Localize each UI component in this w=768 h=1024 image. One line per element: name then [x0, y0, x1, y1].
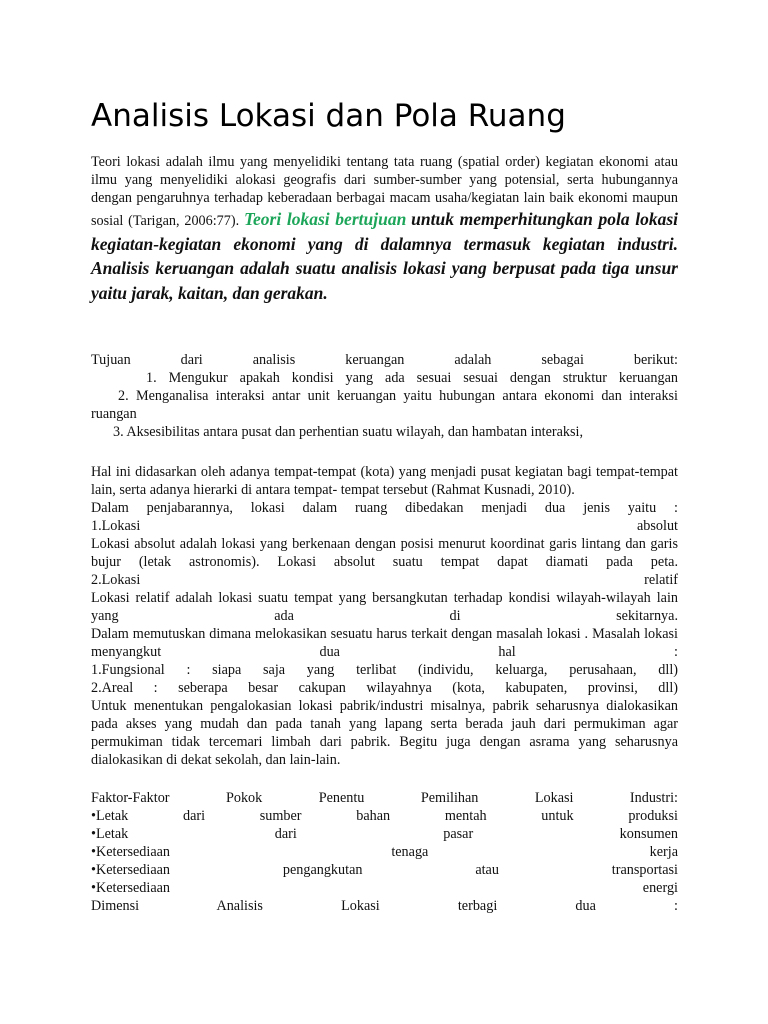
faktor-item: •Ketersediaan pengangkutan atau transportasi [91, 862, 678, 878]
intro-text: Teori lokasi adalah ilmu yang menyelidiki tentang tata ruang (spatial order) kegiatan ekonomi atau ilmu yang menyelidiki alokasi geografis dari sumber-sumber yang potensial, serta hubungannya dengan pengaruhnya terhadap keberadaan berbagai macam usaha/kegiatan lain baik ekonomi maupun sosial (Tarigan, 2006:77). [91, 154, 678, 229]
faktor-heading: Faktor-Faktor Pokok Penentu Pemilihan Lokasi Industri: [91, 790, 678, 806]
lokasi-desc-absolut: Lokasi absolut adalah lokasi yang berkenaan dengan posisi menurut koordinat garis lintang dan garis bujur (letak astronomis). Lokasi absolut suatu tempat dapat diamati pada peta. [91, 536, 678, 570]
lokasi-areal: 2.Areal : seberapa besar cakupan wilayahnya (kota, kabupaten, provinsi, dll) [91, 680, 678, 696]
lokasi-section [91, 463, 678, 769]
tujuan-heading: Tujuan dari analisis keruangan adalah sebagai berikut: [91, 352, 678, 368]
intro-bold-text: untuk memperhitungkan pola lokasi kegiatan-kegiatan ekonomi yang di dalamnya termasuk kegiatan industri. Analisis keruangan adalah suatu analisis lokasi yang berpusat pada tiga unsur yaitu jarak, kaitan, dan gerakan. [91, 209, 679, 303]
lokasi-paragraph-1: Hal ini didasarkan oleh adanya tempat-tempat (kota) yang menjadi pusat kegiatan bagi tempat-tempat lain, serta adanya hierarki di antara tempat- tempat tersebut (Rahmat Kusnadi, 2010). [91, 464, 678, 498]
faktor-item: •Ketersediaan energi [91, 880, 678, 896]
tujuan-item-1: 1. Mengukur apakah kondisi yang ada sesuai sesuai dengan struktur keruangan [146, 370, 678, 386]
tujuan-item-2: 2. Menganalisa interaksi antar unit keruangan yaitu hubungan antara ekonomi dan interaksi ruangan [91, 388, 678, 422]
lokasi-heading-relatif: 2.Lokasi relatif [91, 572, 678, 588]
faktor-item: •Letak dari pasar konsumen [91, 826, 678, 842]
lokasi-heading-absolut: 1.Lokasi absolut [91, 518, 678, 534]
intro-highlight-text: Teori lokasi bertujuan [243, 209, 407, 229]
lokasi-paragraph-3: Dalam memutuskan dimana melokasikan sesuatu harus terkait dengan masalah lokasi . Masalah lokasi menyangkut dua hal : [91, 626, 678, 660]
tujuan-item-3: 3. Aksesibilitas antara pusat dan perhentian suatu wilayah, dan hambatan interaksi, [113, 424, 584, 440]
faktor-item: •Letak dari sumber bahan mentah untuk produksi [91, 808, 678, 824]
faktor-item: •Ketersediaan tenaga kerja [91, 844, 678, 860]
faktor-section [91, 789, 678, 915]
tujuan-section [91, 351, 678, 441]
lokasi-paragraph-4: Untuk menentukan pengalokasian lokasi pabrik/industri misalnya, pabrik seharusnya dialokasikan pada akses yang mudah dan pada tanah yang lapang serta berada jauh dari permukiman agar permukiman tidak tercemari limbah dari pabrik. Begitu juga dengan asrama yang seharusnya dialokasikan di dekat sekolah, dan lain-lain. [91, 698, 678, 768]
lokasi-paragraph-2: Dalam penjabarannya, lokasi dalam ruang dibedakan menjadi dua jenis yaitu : [91, 500, 678, 516]
lokasi-fungsional: 1.Fungsional : siapa saja yang terlibat (individu, keluarga, perusahaan, dll) [91, 662, 678, 678]
lokasi-desc-relatif: Lokasi relatif adalah lokasi suatu tempat yang bersangkutan terhadap kondisi wilayah-wilayah lain yang ada di sekitarnya. [91, 590, 678, 624]
intro-paragraph [91, 153, 678, 305]
page-title: Analisis Lokasi dan Pola Ruang [91, 98, 566, 134]
dimensi-line: Dimensi Analisis Lokasi terbagi dua : [91, 898, 678, 914]
